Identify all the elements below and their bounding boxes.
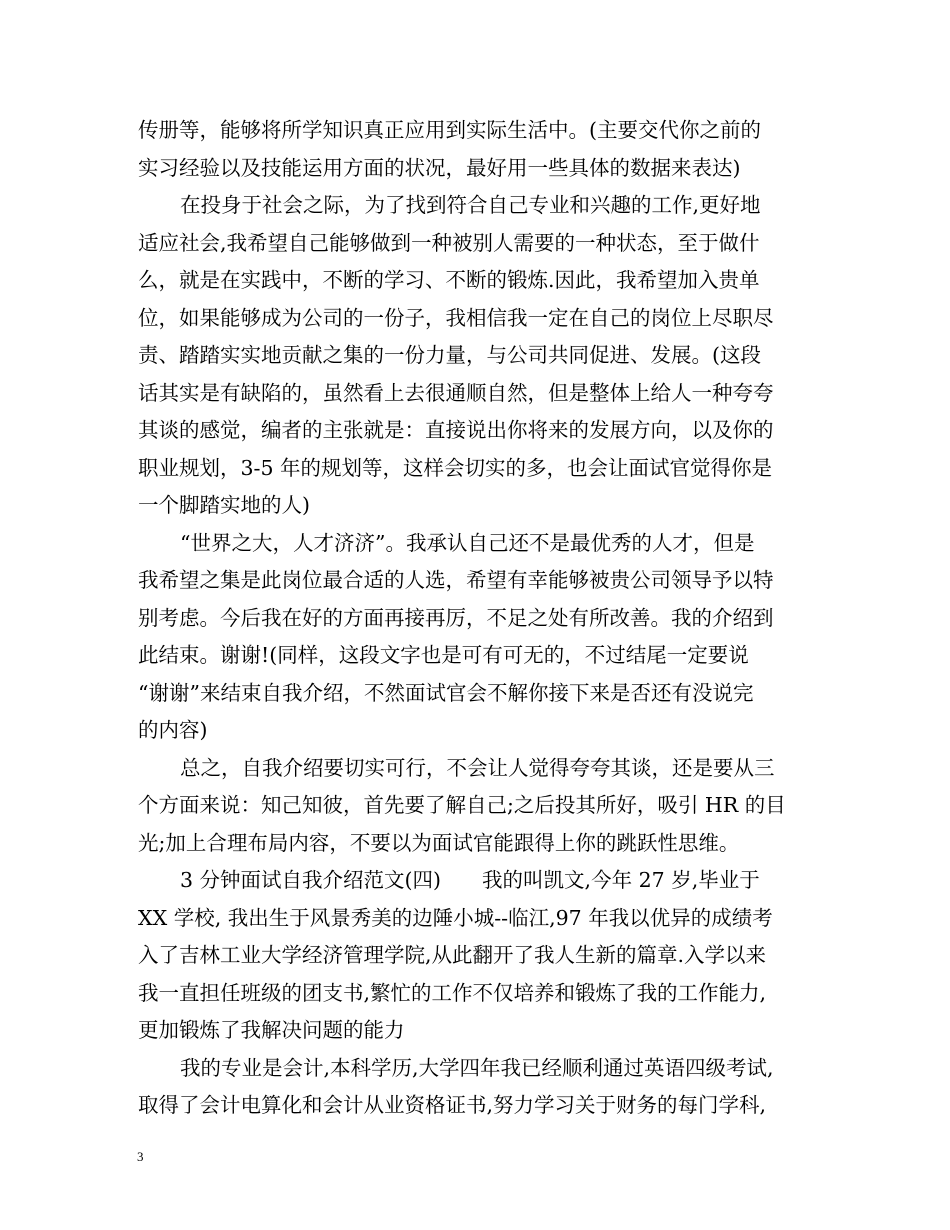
text-line: 光;加上合理布局内容，不要以为面试官能跟得上你的跳跃性思维。 <box>138 830 740 855</box>
text-line: “世界之大，人才济济”。我承认自己还不是最优秀的人才，但是 <box>180 530 755 555</box>
text-line: 职业规划，3-5 年的规划等，这样会切实的多，也会让面试官觉得你是 <box>138 455 773 480</box>
text-line: 入了吉林工业大学经济管理学院,从此翻开了我人生新的篇章.入学以来 <box>138 943 767 967</box>
text-line: 总之，自我介绍要切实可行，不会让人觉得夸夸其谈，还是要从三 <box>180 755 775 780</box>
text-line: 取得了会计电算化和会计从业资格证书,努力学习关于财务的每门学科, <box>138 1093 767 1117</box>
text-line: 传册等，能够将所学知识真正应用到实际生活中。(主要交代你之前的 <box>138 118 761 142</box>
text-line: 更加锻炼了我解决问题的能力 <box>138 1018 405 1042</box>
text-line: 的内容) <box>138 718 208 742</box>
text-line: 话其实是有缺陷的，虽然看上去很通顺自然，但是整体上给人一种夸夸 <box>138 380 774 405</box>
text-line: “谢谢”来结束自我介绍，不然面试官会不解你接下来是否还有没说完 <box>138 680 754 705</box>
text-line: 我一直担任班级的团支书,繁忙的工作不仅培养和锻炼了我的工作能力, <box>138 980 767 1005</box>
text-line: 我希望之集是此岗位最合适的人选，希望有幸能够被贵公司领导予以特 <box>138 568 774 592</box>
text-line: 责、踏踏实实地贡献之集的一份力量，与公司共同促进、发展。(这段 <box>138 343 761 367</box>
text-line: 适应社会,我希望自己能够做到一种被别人需要的一种状态，至于做什 <box>138 230 760 255</box>
text-line: XX 学校, 我出生于风景秀美的边陲小城--临江,97 年我以优异的成绩考 <box>138 905 773 930</box>
text-line: 一个脚踏实地的人) <box>138 493 310 517</box>
text-line: 位，如果能够成为公司的一份子，我相信我一定在自己的岗位上尽职尽 <box>138 305 774 330</box>
text-line: 我的专业是会计,本科学历,大学四年我已经顺利通过英语四级考试, <box>180 1055 774 1080</box>
document-body <box>138 112 816 1125</box>
text-line: 此结束。谢谢!(同样，这段文字也是可有可无的，不过结尾一定要说 <box>138 643 749 667</box>
text-line: 3 分钟面试自我介绍范文(四) 我的叫凯文,今年 27 岁,毕业于 <box>180 868 760 892</box>
text-line: 个方面来说：知己知彼，首先要了解自己;之后投其所好，吸引 HR 的目 <box>138 793 786 817</box>
text-line: 在投身于社会之际，为了找到符合自己专业和兴趣的工作,更好地 <box>180 193 761 217</box>
text-line: 实习经验以及技能运用方面的状况，最好用一些具体的数据来表达) <box>138 155 741 180</box>
page-number: 3 <box>137 1149 144 1164</box>
text-line: 其谈的感觉，编者的主张就是：直接说出你将来的发展方向，以及你的 <box>138 418 774 442</box>
text-line: 别考虑。今后我在好的方面再接再厉，不足之处有所改善。我的介绍到 <box>138 605 774 630</box>
text-line: 么，就是在实践中，不断的学习、不断的锻炼.因此，我希望加入贵单 <box>138 268 760 292</box>
